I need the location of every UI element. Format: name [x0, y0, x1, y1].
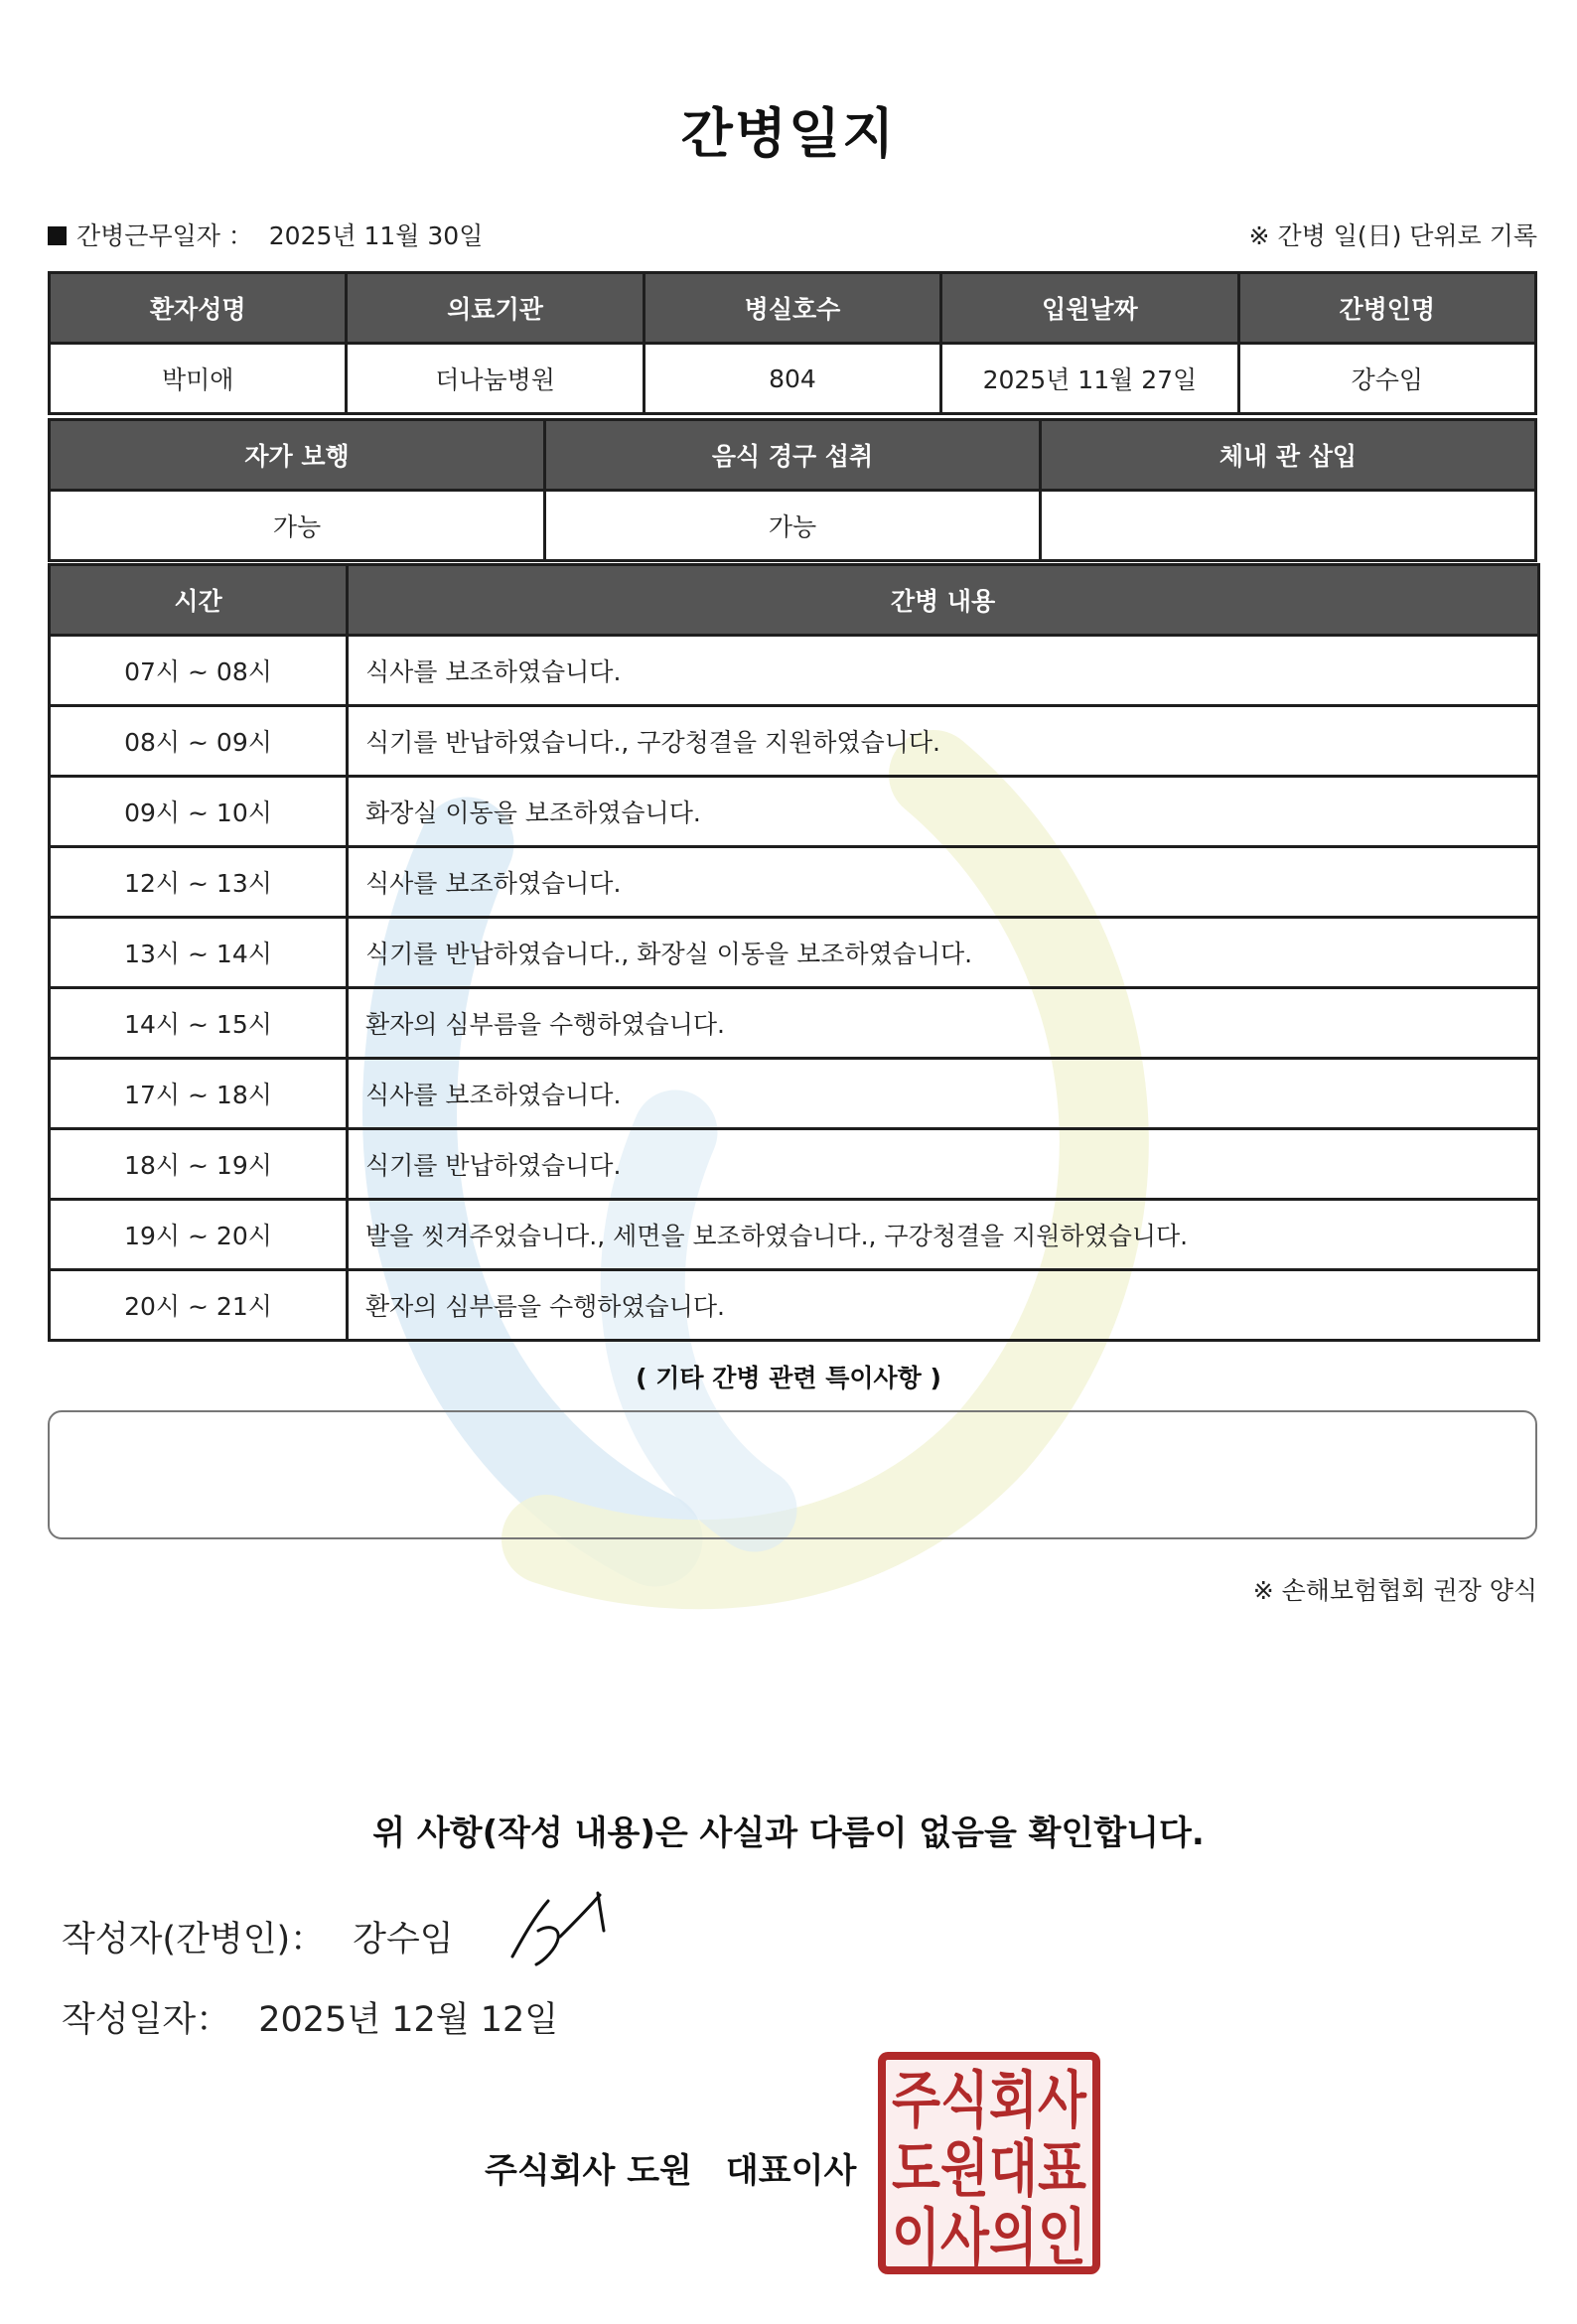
special-notes-title: ( 기타 간병 관련 특이사항 ) — [636, 1364, 941, 1392]
content-cell: 환자의 심부름을 수행하였습니다. — [348, 1270, 1539, 1341]
writer-label: 작성자(간병인)： — [62, 1920, 326, 1960]
company-seal-icon — [878, 2052, 1100, 2274]
written-date-label: 작성일자： — [62, 2000, 231, 2040]
square-bullet-icon — [48, 226, 67, 245]
caregiver-name: 강수임 — [1238, 344, 1535, 414]
header-tube-insertion: 체내 관 삽입 — [1041, 420, 1536, 491]
time-cell: 19시 ~ 20시 — [50, 1200, 348, 1270]
table-row — [50, 706, 1539, 777]
table-header-row — [50, 565, 1539, 636]
time-cell: 18시 ~ 19시 — [50, 1129, 348, 1200]
company-rep-title: 대표이사 — [725, 2151, 857, 2191]
table-row — [50, 1129, 1539, 1200]
table-row — [50, 636, 1539, 706]
patient-info-table — [48, 271, 1537, 415]
table-row — [50, 988, 1539, 1059]
header-self-walking: 자가 보행 — [50, 420, 545, 491]
company-name: 주식회사 도원 — [485, 2151, 692, 2191]
time-cell: 17시 ~ 18시 — [50, 1059, 348, 1129]
content-cell: 발을 씻겨주었습니다., 세면을 보조하였습니다., 구강청결을 지원하였습니다. — [348, 1200, 1539, 1270]
table-row — [50, 491, 1536, 561]
content-cell: 식기를 반납하였습니다. — [348, 1129, 1539, 1200]
work-date — [48, 217, 483, 252]
table-row — [50, 847, 1539, 918]
time-cell: 07시 ~ 08시 — [50, 636, 348, 706]
header-oral-intake: 음식 경구 섭취 — [545, 420, 1041, 491]
form-note: ※ 손해보험협회 권장 양식 — [1252, 1576, 1537, 1605]
table-header-row — [50, 273, 1536, 344]
content-cell: 식기를 반납하였습니다., 화장실 이동을 보조하였습니다. — [348, 918, 1539, 988]
handwritten-signature — [508, 1887, 618, 1966]
table-row — [50, 1270, 1539, 1341]
content-cell: 환자의 심부름을 수행하였습니다. — [348, 988, 1539, 1059]
header-patient-name: 환자성명 — [50, 273, 347, 344]
tube-insertion-value — [1041, 491, 1536, 561]
special-notes-box — [48, 1410, 1537, 1539]
content-cell: 화장실 이동을 보조하였습니다. — [348, 777, 1539, 847]
patient-status-table — [48, 418, 1537, 562]
admission-date: 2025년 11월 27일 — [941, 344, 1238, 414]
work-date-value: 2025년 11월 30일 — [268, 221, 484, 250]
confirmation-statement: 위 사항(작성 내용)은 사실과 다름이 없음을 확인합니다. — [372, 1814, 1205, 1853]
company-signature — [485, 2143, 856, 2192]
time-cell: 09시 ~ 10시 — [50, 777, 348, 847]
time-cell: 20시 ~ 21시 — [50, 1270, 348, 1341]
written-date-value: 2025년 12월 12일 — [258, 2000, 559, 2040]
record-note: ※ 간병 일(日) 단위로 기록 — [1248, 221, 1537, 250]
content-cell: 식기를 반납하였습니다., 구강청결을 지원하였습니다. — [348, 706, 1539, 777]
table-row — [50, 344, 1536, 414]
page-title: 간병일지 — [680, 102, 897, 165]
work-date-label: 간병근무일자 ： — [76, 221, 253, 250]
header-admission-date: 입원날짜 — [941, 273, 1238, 344]
header-caregiver-name: 간병인명 — [1238, 273, 1535, 344]
table-row — [50, 1200, 1539, 1270]
header-room: 병실호수 — [644, 273, 940, 344]
table-row — [50, 918, 1539, 988]
room-number: 804 — [644, 344, 940, 414]
table-row — [50, 1059, 1539, 1129]
written-date-line — [62, 1992, 558, 2042]
time-cell: 12시 ~ 13시 — [50, 847, 348, 918]
table-row — [50, 777, 1539, 847]
info-row — [48, 217, 1537, 256]
header-hospital: 의료기관 — [347, 273, 644, 344]
oral-intake-value: 가능 — [545, 491, 1041, 561]
self-walking-value: 가능 — [50, 491, 545, 561]
time-cell: 08시 ~ 09시 — [50, 706, 348, 777]
patient-name: 박미애 — [50, 344, 347, 414]
writer-line — [62, 1912, 454, 1961]
svg-text:주식회사: 주식회사 — [892, 2064, 1087, 2136]
table-header-row — [50, 420, 1536, 491]
writer-name: 강수임 — [353, 1920, 454, 1960]
content-cell: 식사를 보조하였습니다. — [348, 847, 1539, 918]
header-time: 시간 — [50, 565, 348, 636]
content-cell: 식사를 보조하였습니다. — [348, 1059, 1539, 1129]
svg-text:도원대표: 도원대표 — [892, 2132, 1087, 2205]
time-cell: 13시 ~ 14시 — [50, 918, 348, 988]
svg-text:이사의인: 이사의인 — [892, 2201, 1086, 2273]
hospital-name: 더나눔병원 — [347, 344, 644, 414]
time-cell: 14시 ~ 15시 — [50, 988, 348, 1059]
header-care-content: 간병 내용 — [348, 565, 1539, 636]
content-cell: 식사를 보조하였습니다. — [348, 636, 1539, 706]
care-log-table — [48, 563, 1540, 1342]
